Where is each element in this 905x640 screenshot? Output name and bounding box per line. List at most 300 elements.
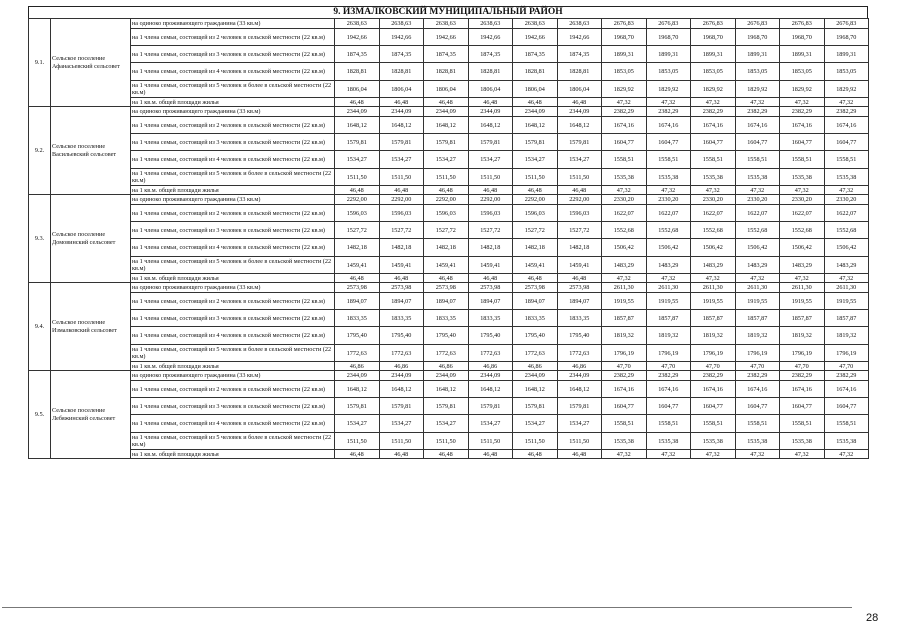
value-cell: 1648,12 [557,117,602,134]
value-cell: 2382,29 [691,107,736,117]
value-cell: 47,32 [780,186,825,195]
value-cell: 1796,19 [691,345,736,362]
table-row [29,362,869,371]
value-cell: 2344,09 [335,371,380,381]
value-cell: 1506,42 [646,239,691,257]
value-cell: 1622,07 [602,205,647,222]
value-cell: 1828,81 [468,63,513,81]
value-cell: 1772,63 [379,345,424,362]
value-cell: 1579,81 [468,134,513,151]
row-description: на 1 члена семьи, состоящей из 4 человек в сельской местности (22 кв.м) [131,239,335,257]
value-cell: 2382,29 [602,371,647,381]
value-cell: 47,32 [602,274,647,283]
value-cell: 1833,35 [468,310,513,327]
value-cell: 1833,35 [513,310,558,327]
row-description: на 1 члена семьи, состоящей из 5 человек и более в сельской местности (22 кв.м) [131,257,335,274]
value-cell: 1648,12 [513,381,558,398]
table-row [29,134,869,151]
row-description: на 1 члена семьи, состоящей из 5 человек и более в сельской местности (22 кв.м) [131,433,335,450]
table-row [29,327,869,345]
value-cell: 1942,66 [513,29,558,46]
value-cell: 1894,07 [424,293,469,310]
table-row [29,81,869,98]
value-cell: 1796,19 [824,345,869,362]
value-cell: 1483,29 [691,257,736,274]
value-cell: 2382,29 [602,107,647,117]
value-cell: 46,48 [379,186,424,195]
value-cell: 2330,20 [735,195,780,205]
value-cell: 1622,07 [691,205,736,222]
value-cell: 1894,07 [557,293,602,310]
value-cell: 1534,27 [513,415,558,433]
value-cell: 1857,87 [646,310,691,327]
value-cell: 1919,55 [602,293,647,310]
value-cell: 1511,50 [468,169,513,186]
value-cell: 1795,40 [557,327,602,345]
value-cell: 1534,27 [424,151,469,169]
value-cell: 1511,50 [379,169,424,186]
table-row [29,107,869,117]
value-cell: 1511,50 [468,433,513,450]
value-cell: 1604,77 [602,398,647,415]
value-cell: 1874,35 [557,46,602,63]
value-cell: 1459,41 [335,257,380,274]
value-cell: 2344,09 [424,107,469,117]
value-cell: 1558,51 [735,151,780,169]
value-cell: 1579,81 [379,398,424,415]
value-cell: 2611,30 [780,283,825,293]
value-cell: 1894,07 [335,293,380,310]
value-cell: 1806,04 [335,81,380,98]
value-cell: 1772,63 [335,345,380,362]
value-cell: 1534,27 [424,415,469,433]
value-cell: 2382,29 [646,371,691,381]
value-cell: 1511,50 [335,169,380,186]
value-cell: 1899,31 [602,46,647,63]
value-cell: 1833,35 [379,310,424,327]
value-cell: 2382,29 [780,107,825,117]
value-cell: 46,86 [379,362,424,371]
value-cell: 1604,77 [646,134,691,151]
value-cell: 1527,72 [513,222,558,239]
value-cell: 47,32 [691,450,736,459]
table-row [29,239,869,257]
value-cell: 1899,31 [824,46,869,63]
value-cell: 1674,16 [646,381,691,398]
row-description: на одиноко проживающего гражданина (33 кв.м) [131,283,335,293]
value-cell: 1674,16 [602,381,647,398]
value-cell: 2676,83 [824,19,869,29]
value-cell: 1674,16 [824,381,869,398]
row-description: на 1 члена семьи, состоящей из 4 человек в сельской местности (22 кв.м) [131,151,335,169]
table-row [29,19,869,29]
value-cell: 2676,83 [646,19,691,29]
value-cell: 1596,03 [424,205,469,222]
value-cell: 1558,51 [602,151,647,169]
row-description: на 1 члена семьи, состоящей из 5 человек и более в сельской местности (22 кв.м) [131,81,335,98]
value-cell: 1674,16 [824,117,869,134]
section-code: 9.1. [29,19,51,107]
value-cell: 1511,50 [557,433,602,450]
value-cell: 1534,27 [468,151,513,169]
value-cell: 2330,20 [691,195,736,205]
value-cell: 1853,05 [646,63,691,81]
value-cell: 47,70 [646,362,691,371]
value-cell: 46,86 [424,362,469,371]
value-cell: 1919,55 [780,293,825,310]
value-cell: 1604,77 [824,398,869,415]
value-cell: 2638,63 [513,19,558,29]
value-cell: 1857,87 [602,310,647,327]
value-cell: 2573,98 [557,283,602,293]
value-cell: 47,32 [602,450,647,459]
table-row [29,257,869,274]
value-cell: 47,32 [824,98,869,107]
value-cell: 1535,38 [780,433,825,450]
value-cell: 46,48 [513,186,558,195]
value-cell: 1482,18 [513,239,558,257]
value-cell: 1558,51 [602,415,647,433]
value-cell: 1648,12 [513,117,558,134]
table-row [29,283,869,293]
value-cell: 1894,07 [513,293,558,310]
value-cell: 1506,42 [735,239,780,257]
value-cell: 1874,35 [513,46,558,63]
value-cell: 2344,09 [557,107,602,117]
value-cell: 1819,32 [646,327,691,345]
value-cell: 2344,09 [335,107,380,117]
value-cell: 1853,05 [735,63,780,81]
row-description: на 1 члена семьи, состоящей из 4 человек в сельской местности (22 кв.м) [131,415,335,433]
value-cell: 1622,07 [735,205,780,222]
value-cell: 2638,63 [557,19,602,29]
settlement-name: Сельское поселение Васильевский сельсовет [51,107,131,195]
row-description: на 1 члена семьи, состоящей из 3 человек в сельской местности (22 кв.м) [131,222,335,239]
settlement-name: Сельское поселение Афанасьевский сельсовет [51,19,131,107]
value-cell: 47,32 [735,98,780,107]
value-cell: 1795,40 [424,327,469,345]
value-cell: 1772,63 [513,345,558,362]
value-cell: 1535,38 [691,433,736,450]
value-cell: 1579,81 [468,398,513,415]
value-cell: 1511,50 [379,433,424,450]
value-cell: 1648,12 [379,381,424,398]
value-cell: 1534,27 [335,415,380,433]
value-cell: 1552,68 [824,222,869,239]
value-cell: 46,48 [424,274,469,283]
value-cell: 1968,70 [691,29,736,46]
value-cell: 47,70 [735,362,780,371]
value-cell: 1622,07 [824,205,869,222]
value-cell: 1795,40 [468,327,513,345]
value-cell: 1596,03 [379,205,424,222]
value-cell: 1795,40 [335,327,380,345]
value-cell: 46,48 [424,450,469,459]
value-cell: 47,32 [780,274,825,283]
value-cell: 1483,29 [646,257,691,274]
value-cell: 1968,70 [780,29,825,46]
value-cell: 1535,38 [780,169,825,186]
value-cell: 1558,51 [691,151,736,169]
value-cell: 1828,81 [424,63,469,81]
value-cell: 1648,12 [424,381,469,398]
table-row [29,433,869,450]
value-cell: 1511,50 [424,433,469,450]
row-description: на 1 члена семьи, состоящей из 5 человек и более в сельской местности (22 кв.м) [131,169,335,186]
value-cell: 2638,63 [468,19,513,29]
value-cell: 1919,55 [735,293,780,310]
value-cell: 1483,29 [602,257,647,274]
table-row [29,151,869,169]
value-cell: 2611,30 [735,283,780,293]
value-cell: 1604,77 [735,398,780,415]
value-cell: 1919,55 [691,293,736,310]
value-cell: 1527,72 [424,222,469,239]
table-row [29,29,869,46]
value-cell: 1674,16 [780,381,825,398]
value-cell: 1558,51 [691,415,736,433]
value-cell: 2292,00 [513,195,558,205]
value-cell: 1535,38 [824,169,869,186]
value-cell: 46,48 [557,274,602,283]
value-cell: 46,86 [468,362,513,371]
value-cell: 2676,83 [780,19,825,29]
value-cell: 1648,12 [468,117,513,134]
value-cell: 1604,77 [735,134,780,151]
value-cell: 2676,83 [735,19,780,29]
value-cell: 1604,77 [780,134,825,151]
value-cell: 1968,70 [602,29,647,46]
row-description: на одиноко проживающего гражданина (33 кв.м) [131,195,335,205]
value-cell: 1535,38 [646,433,691,450]
row-description: на 1 члена семьи, состоящей из 3 человек в сельской местности (22 кв.м) [131,134,335,151]
table-row [29,415,869,433]
value-cell: 1819,32 [824,327,869,345]
value-cell: 2344,09 [424,371,469,381]
value-cell: 1558,51 [646,415,691,433]
table-row [29,195,869,205]
value-cell: 2292,00 [468,195,513,205]
value-cell: 1806,04 [468,81,513,98]
value-cell: 47,32 [780,98,825,107]
value-cell: 47,70 [602,362,647,371]
value-cell: 2292,00 [557,195,602,205]
value-cell: 1506,42 [780,239,825,257]
value-cell: 1535,38 [646,169,691,186]
value-cell: 1968,70 [646,29,691,46]
value-cell: 46,48 [335,186,380,195]
table-row [29,205,869,222]
value-cell: 2344,09 [557,371,602,381]
value-cell: 1874,35 [335,46,380,63]
value-cell: 47,32 [735,450,780,459]
value-cell: 1648,12 [335,117,380,134]
value-cell: 1579,81 [513,398,558,415]
value-cell: 2676,83 [691,19,736,29]
value-cell: 1596,03 [513,205,558,222]
value-cell: 1919,55 [646,293,691,310]
table-row [29,398,869,415]
value-cell: 1828,81 [379,63,424,81]
value-cell: 47,70 [691,362,736,371]
row-description: на 1 члена семьи, состоящей из 2 человек в сельской местности (22 кв.м) [131,117,335,134]
value-cell: 2344,09 [468,371,513,381]
value-cell: 1674,16 [646,117,691,134]
value-cell: 2330,20 [824,195,869,205]
value-cell: 1511,50 [557,169,602,186]
tariff-table-body [29,19,869,459]
value-cell: 1796,19 [735,345,780,362]
value-cell: 1459,41 [557,257,602,274]
tariff-table [28,18,869,459]
value-cell: 46,48 [468,98,513,107]
value-cell: 1579,81 [379,134,424,151]
value-cell: 1483,29 [735,257,780,274]
value-cell: 1899,31 [780,46,825,63]
value-cell: 2292,00 [335,195,380,205]
value-cell: 1535,38 [735,433,780,450]
value-cell: 46,48 [379,274,424,283]
district-title: 9. ИЗМАЛКОВСКИЙ МУНИЦИПАЛЬНЫЙ РАЙОН [28,6,868,18]
value-cell: 1579,81 [335,398,380,415]
value-cell: 2344,09 [379,107,424,117]
value-cell: 46,48 [557,98,602,107]
value-cell: 2292,00 [424,195,469,205]
value-cell: 1828,81 [335,63,380,81]
value-cell: 1579,81 [557,134,602,151]
value-cell: 1552,68 [691,222,736,239]
value-cell: 1674,16 [735,381,780,398]
value-cell: 1829,92 [780,81,825,98]
value-cell: 2611,30 [602,283,647,293]
value-cell: 1579,81 [424,398,469,415]
row-description: на 1 кв.м. общей площади жилья [131,186,335,195]
value-cell: 1796,19 [602,345,647,362]
value-cell: 2573,98 [424,283,469,293]
value-cell: 2330,20 [780,195,825,205]
row-description: на 1 члена семьи, состоящей из 2 человек в сельской местности (22 кв.м) [131,29,335,46]
value-cell: 1829,92 [602,81,647,98]
settlement-name: Сельское поселение Лебяжинский сельсовет [51,371,131,459]
value-cell: 1796,19 [646,345,691,362]
value-cell: 1511,50 [424,169,469,186]
value-cell: 1604,77 [780,398,825,415]
value-cell: 47,32 [646,186,691,195]
value-cell: 2344,09 [468,107,513,117]
value-cell: 46,48 [335,274,380,283]
value-cell: 2573,98 [379,283,424,293]
value-cell: 1558,51 [646,151,691,169]
value-cell: 1459,41 [379,257,424,274]
table-row [29,310,869,327]
value-cell: 47,32 [824,274,869,283]
value-cell: 1942,66 [557,29,602,46]
value-cell: 46,48 [335,450,380,459]
value-cell: 2638,63 [379,19,424,29]
value-cell: 1772,63 [468,345,513,362]
row-description: на 1 кв.м. общей площади жилья [131,362,335,371]
value-cell: 1579,81 [424,134,469,151]
section-code: 9.3. [29,195,51,283]
value-cell: 1853,05 [602,63,647,81]
table-row [29,63,869,81]
value-cell: 1596,03 [557,205,602,222]
value-cell: 1795,40 [379,327,424,345]
row-description: на 1 члена семьи, состоящей из 4 человек в сельской местности (22 кв.м) [131,327,335,345]
value-cell: 47,32 [646,450,691,459]
value-cell: 46,48 [513,98,558,107]
row-description: на одиноко проживающего гражданина (33 кв.м) [131,19,335,29]
value-cell: 1674,16 [735,117,780,134]
value-cell: 2382,29 [735,371,780,381]
value-cell: 47,32 [735,186,780,195]
value-cell: 1482,18 [468,239,513,257]
value-cell: 2344,09 [379,371,424,381]
value-cell: 1506,42 [824,239,869,257]
value-cell: 1506,42 [691,239,736,257]
value-cell: 1894,07 [379,293,424,310]
value-cell: 1579,81 [513,134,558,151]
value-cell: 1604,77 [691,134,736,151]
table-row [29,169,869,186]
value-cell: 1648,12 [557,381,602,398]
value-cell: 1857,87 [735,310,780,327]
value-cell: 46,48 [468,450,513,459]
row-description: на 1 члена семьи, состоящей из 4 человек в сельской местности (22 кв.м) [131,63,335,81]
value-cell: 1874,35 [468,46,513,63]
value-cell: 1968,70 [735,29,780,46]
value-cell: 1829,92 [735,81,780,98]
value-cell: 1853,05 [780,63,825,81]
value-cell: 1527,72 [557,222,602,239]
value-cell: 1829,92 [646,81,691,98]
value-cell: 2382,29 [735,107,780,117]
value-cell: 47,32 [602,98,647,107]
value-cell: 1534,27 [379,151,424,169]
value-cell: 1772,63 [557,345,602,362]
value-cell: 1534,27 [557,151,602,169]
value-cell: 1552,68 [735,222,780,239]
value-cell: 1535,38 [602,433,647,450]
value-cell: 1857,87 [780,310,825,327]
value-cell: 1596,03 [468,205,513,222]
value-cell: 2611,30 [646,283,691,293]
value-cell: 46,48 [424,98,469,107]
tariff-sheet [28,6,868,459]
value-cell: 46,48 [379,450,424,459]
section-code: 9.5. [29,371,51,459]
value-cell: 1604,77 [646,398,691,415]
value-cell: 1819,32 [691,327,736,345]
value-cell: 2676,83 [602,19,647,29]
row-description: на 1 члена семьи, состоящей из 3 человек в сельской местности (22 кв.м) [131,398,335,415]
value-cell: 2382,29 [824,371,869,381]
page-footer-rule [2,607,852,608]
value-cell: 47,32 [646,98,691,107]
table-row [29,117,869,134]
value-cell: 1596,03 [335,205,380,222]
value-cell: 1899,31 [646,46,691,63]
section-code: 9.2. [29,107,51,195]
table-row [29,371,869,381]
table-row [29,450,869,459]
section-code: 9.4. [29,283,51,371]
value-cell: 46,48 [513,274,558,283]
value-cell: 1483,29 [824,257,869,274]
value-cell: 47,32 [735,274,780,283]
value-cell: 1806,04 [557,81,602,98]
value-cell: 1853,05 [824,63,869,81]
